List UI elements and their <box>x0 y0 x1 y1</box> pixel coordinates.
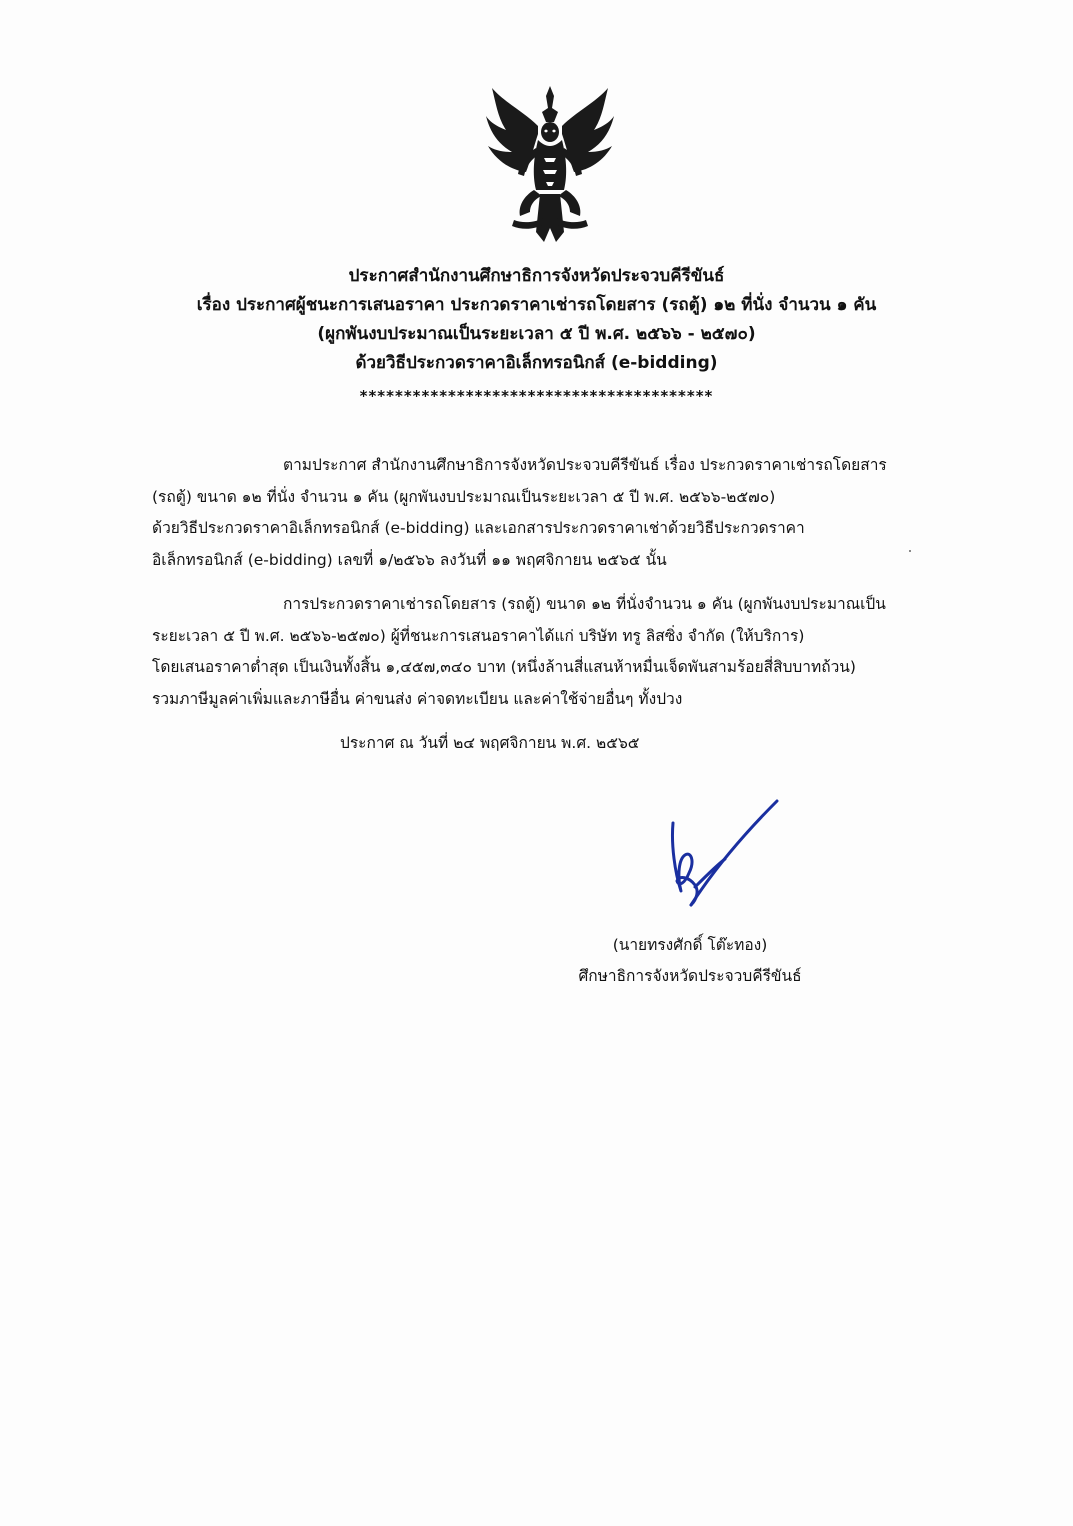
paragraph-line: โดยเสนอราคาต่ำสุด เป็นเงินทั้งสิ้น ๑,๔๕๗,๓๔๐ บาท (หนึ่งล้านสี่แสนห้าหมื่นเจ็ดพันสามร้อยสี่สิบบาทถ้วน) <box>152 658 856 676</box>
signer-name: (นายทรงศักดิ์ โต๊ะทอง) <box>612 936 768 954</box>
handwritten-signature <box>655 795 785 920</box>
paragraph-line: ด้วยวิธีประกวดราคาอิเล็กทรอนิกส์ (e-bidding) และเอกสารประกวดราคาเช่าด้วยวิธีประกวดราคา <box>152 519 805 537</box>
signer-block <box>540 930 840 992</box>
title-line-3: (ผูกพันงบประมาณเป็นระยะเวลา ๕ ปี พ.ศ. ๒๕๖๖ - ๒๕๗๐) <box>317 324 756 344</box>
signer-position: ศึกษาธิการจังหวัดประจวบคีรีขันธ์ <box>578 967 802 985</box>
announcement-date: ประกาศ ณ วันที่ ๒๔ พฤศจิกายน พ.ศ. ๒๕๖๕ <box>340 734 640 752</box>
body-paragraph-1 <box>152 450 974 576</box>
paragraph-line: ระยะเวลา ๕ ปี พ.ศ. ๒๕๖๖-๒๕๗๐) ผู้ที่ชนะการเสนอราคาได้แก่ บริษัท ทรู ลิสซิ่ง จำกัด (ให้บริการ) <box>152 626 805 645</box>
separator: **************************************** <box>359 387 714 405</box>
body-paragraph-2 <box>152 589 974 715</box>
speck-mark <box>909 550 911 552</box>
title-line-4: ด้วยวิธีประกวดราคาอิเล็กทรอนิกส์ (e-bidding) <box>355 353 718 373</box>
paragraph-line: รวมภาษีมูลค่าเพิ่มและภาษีอื่น ค่าขนส่ง ค่าจดทะเบียน และค่าใช้จ่ายอื่นๆ ทั้งปวง <box>152 689 683 708</box>
title-line-2: เรื่อง ประกาศผู้ชนะการเสนอราคา ประกวดราคาเช่ารถโดยสาร (รถตู้) ๑๒ ที่นั่ง จำนวน ๑ คัน <box>196 295 877 315</box>
announcement-title <box>100 262 973 411</box>
paragraph-line: ตามประกาศ สำนักงานศึกษาธิการจังหวัดประจวบคีรีขันธ์ เรื่อง ประกวดราคาเช่ารถโดยสาร <box>283 456 887 474</box>
paragraph-line: การประกวดราคาเช่ารถโดยสาร (รถตู้) ขนาด ๑๒ ที่นั่งจำนวน ๑ คัน (ผูกพันงบประมาณเป็น <box>283 595 886 613</box>
title-line-1: ประกาศสำนักงานศึกษาธิการจังหวัดประจวบคีรีขันธ์ <box>348 266 725 286</box>
garuda-emblem-icon <box>484 82 616 247</box>
paragraph-line: (รถตู้) ขนาด ๑๒ ที่นั่ง จำนวน ๑ คัน (ผูกพันงบประมาณเป็นระยะเวลา ๕ ปี พ.ศ. ๒๕๖๖-๒๕๗๐) <box>152 487 776 506</box>
paragraph-line: อิเล็กทรอนิกส์ (e-bidding) เลขที่ ๑/๒๕๖๖ ลงวันที่ ๑๑ พฤศจิกายน ๒๕๖๕ นั้น <box>152 550 667 569</box>
